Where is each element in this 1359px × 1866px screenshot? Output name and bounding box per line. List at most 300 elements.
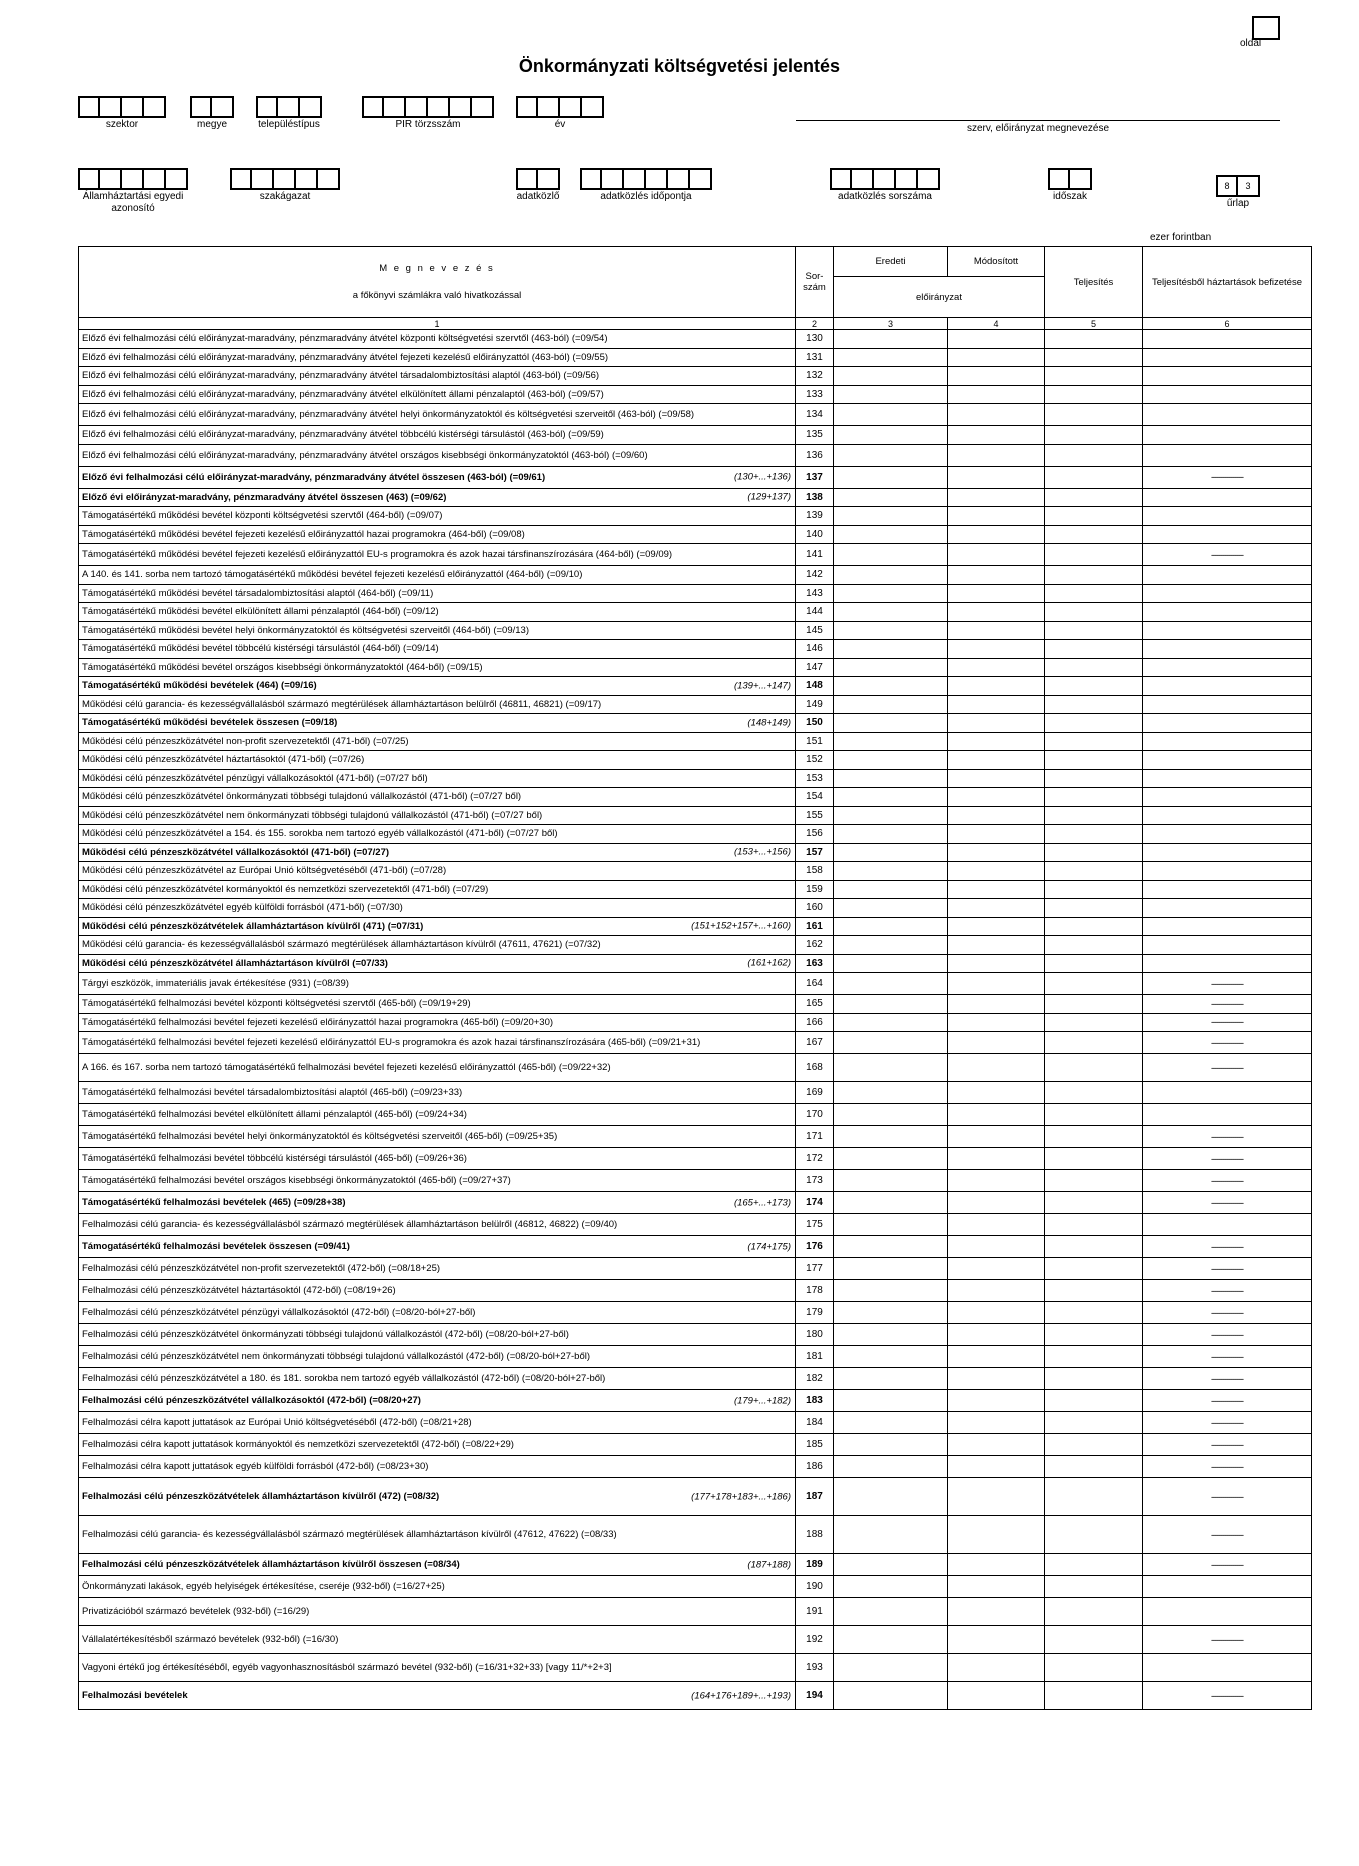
- table-row: [79, 544, 1312, 566]
- value-cell-teljesites[interactable]: [1045, 1126, 1143, 1148]
- value-cell-eredeti[interactable]: [834, 714, 948, 733]
- value-cell-teljesites[interactable]: [1045, 1258, 1143, 1280]
- value-cell-teljesites[interactable]: [1045, 1054, 1143, 1082]
- value-cell-teljesites[interactable]: [1045, 1280, 1143, 1302]
- value-cell-modositott[interactable]: [948, 1654, 1045, 1682]
- value-cell-modositott[interactable]: [948, 426, 1045, 445]
- value-cell-eredeti[interactable]: [834, 788, 948, 807]
- input-cell[interactable]: [100, 96, 122, 118]
- value-cell-eredeti[interactable]: [834, 1082, 948, 1104]
- value-cell-modositott[interactable]: [948, 714, 1045, 733]
- value-cell-teljesites[interactable]: [1045, 1236, 1143, 1258]
- value-cell-modositott[interactable]: [948, 1170, 1045, 1192]
- value-cell-haztartasok[interactable]: [1143, 1576, 1312, 1598]
- value-cell-haztartasok[interactable]: [1143, 806, 1312, 825]
- value-cell-teljesites[interactable]: [1045, 1148, 1143, 1170]
- input-cell[interactable]: [274, 168, 296, 190]
- row-number: 140: [796, 525, 834, 544]
- value-cell-teljesites[interactable]: [1045, 621, 1143, 640]
- input-cell[interactable]: [602, 168, 624, 190]
- row-text: Felhalmozási célú pénzeszközátvételek államháztartáson kívülről összesen (=08/34): [82, 1559, 460, 1570]
- value-cell-modositott[interactable]: [948, 1434, 1045, 1456]
- value-cell-modositott[interactable]: [948, 367, 1045, 386]
- value-cell-modositott[interactable]: [948, 544, 1045, 566]
- value-cell-eredeti[interactable]: [834, 1236, 948, 1258]
- value-cell-modositott[interactable]: [948, 769, 1045, 788]
- value-cell-teljesites[interactable]: [1045, 603, 1143, 622]
- value-cell-modositott[interactable]: [948, 1104, 1045, 1126]
- input-cell[interactable]: [450, 96, 472, 118]
- value-cell-eredeti[interactable]: [834, 1280, 948, 1302]
- row-text: Működési célú pénzeszközátvétel az Európai Unió költségvetéséből (471-ből) (=07/28): [82, 865, 447, 877]
- value-cell-teljesites[interactable]: [1045, 843, 1143, 862]
- value-cell-modositott[interactable]: [948, 995, 1045, 1014]
- value-cell-teljesites[interactable]: [1045, 1654, 1143, 1682]
- value-cell-haztartasok[interactable]: [1143, 880, 1312, 899]
- value-cell-modositott[interactable]: [948, 1082, 1045, 1104]
- value-cell-eredeti[interactable]: [834, 1214, 948, 1236]
- input-cell[interactable]: [78, 96, 100, 118]
- value-cell-modositott[interactable]: [948, 880, 1045, 899]
- input-cell[interactable]: [300, 96, 322, 118]
- value-cell-modositott[interactable]: [948, 1214, 1045, 1236]
- value-cell-teljesites[interactable]: [1045, 1032, 1143, 1054]
- value-cell-eredeti[interactable]: [834, 1626, 948, 1654]
- value-cell-eredeti[interactable]: [834, 621, 948, 640]
- row-text: Működési célú pénzeszközátvétel vállalkozásoktól (471-ből) (=07/27): [82, 846, 390, 858]
- value-cell-teljesites[interactable]: [1045, 806, 1143, 825]
- value-cell-teljesites[interactable]: [1045, 936, 1143, 955]
- value-cell-haztartasok[interactable]: [1143, 603, 1312, 622]
- value-cell-modositott[interactable]: [948, 1390, 1045, 1412]
- value-cell-modositott[interactable]: [948, 1412, 1045, 1434]
- value-cell-teljesites[interactable]: [1045, 1104, 1143, 1126]
- input-cell[interactable]: [668, 168, 690, 190]
- value-cell-haztartasok[interactable]: [1143, 788, 1312, 807]
- value-cell-haztartasok[interactable]: [1143, 843, 1312, 862]
- value-cell-haztartasok[interactable]: [1143, 954, 1312, 973]
- value-cell-teljesites[interactable]: [1045, 695, 1143, 714]
- value-cell-modositott[interactable]: [948, 1682, 1045, 1710]
- value-cell-eredeti[interactable]: [834, 1258, 948, 1280]
- value-cell-teljesites[interactable]: [1045, 1346, 1143, 1368]
- value-cell-haztartasok[interactable]: [1143, 525, 1312, 544]
- value-cell-modositott[interactable]: [948, 404, 1045, 426]
- input-cell[interactable]: [852, 168, 874, 190]
- value-cell-teljesites[interactable]: [1045, 1368, 1143, 1390]
- value-cell-modositott[interactable]: [948, 348, 1045, 367]
- value-cell-eredeti[interactable]: [834, 330, 948, 349]
- value-cell-eredeti[interactable]: [834, 603, 948, 622]
- value-cell-modositott[interactable]: [948, 507, 1045, 526]
- input-cell[interactable]: [560, 96, 582, 118]
- value-cell-modositott[interactable]: [948, 1346, 1045, 1368]
- row-number: 165: [796, 995, 834, 1014]
- value-cell-eredeti[interactable]: [834, 1434, 948, 1456]
- value-cell-haztartasok[interactable]: [1143, 1082, 1312, 1104]
- value-cell-teljesites[interactable]: [1045, 507, 1143, 526]
- row-text: Működési célú pénzeszközátvételek államháztartáson kívülről (471) (=07/31): [82, 920, 424, 932]
- value-cell-eredeti[interactable]: [834, 899, 948, 918]
- value-cell-teljesites[interactable]: [1045, 1302, 1143, 1324]
- value-cell-modositott[interactable]: [948, 1258, 1045, 1280]
- value-cell-modositott[interactable]: [948, 1013, 1045, 1032]
- value-cell-modositott[interactable]: [948, 1302, 1045, 1324]
- value-cell-haztartasok[interactable]: [1143, 1654, 1312, 1682]
- value-cell-eredeti[interactable]: [834, 1682, 948, 1710]
- value-cell-teljesites[interactable]: [1045, 769, 1143, 788]
- value-cell-eredeti[interactable]: [834, 677, 948, 696]
- value-cell-modositott[interactable]: [948, 1626, 1045, 1654]
- value-cell-modositott[interactable]: [948, 954, 1045, 973]
- input-cell[interactable]: [580, 168, 602, 190]
- value-cell-modositott[interactable]: [948, 525, 1045, 544]
- value-cell-teljesites[interactable]: [1045, 348, 1143, 367]
- input-cell[interactable]: [1048, 168, 1070, 190]
- input-cell[interactable]: [122, 168, 144, 190]
- value-cell-eredeti[interactable]: [834, 1054, 948, 1082]
- value-cell-teljesites[interactable]: [1045, 566, 1143, 585]
- value-cell-eredeti[interactable]: [834, 806, 948, 825]
- row-description: [79, 348, 796, 367]
- value-cell-haztartasok[interactable]: [1143, 714, 1312, 733]
- value-cell-teljesites[interactable]: [1045, 544, 1143, 566]
- input-cell[interactable]: [296, 168, 318, 190]
- value-cell-eredeti[interactable]: [834, 843, 948, 862]
- value-cell-eredeti[interactable]: [834, 862, 948, 881]
- value-cell-teljesites[interactable]: [1045, 862, 1143, 881]
- value-cell-eredeti[interactable]: [834, 1456, 948, 1478]
- input-cell[interactable]: [646, 168, 668, 190]
- sheet-cell[interactable]: 8: [1216, 175, 1238, 197]
- value-cell-eredeti[interactable]: [834, 695, 948, 714]
- value-cell-teljesites[interactable]: [1045, 1576, 1143, 1598]
- value-cell-haztartasok[interactable]: [1143, 367, 1312, 386]
- value-cell-teljesites[interactable]: [1045, 525, 1143, 544]
- value-cell-modositott[interactable]: [948, 603, 1045, 622]
- value-cell-modositott[interactable]: [948, 677, 1045, 696]
- value-cell-eredeti[interactable]: [834, 1478, 948, 1516]
- value-cell-haztartasok: ----------------: [1143, 466, 1312, 488]
- value-cell-eredeti[interactable]: [834, 544, 948, 566]
- value-cell-eredeti[interactable]: [834, 1126, 948, 1148]
- value-cell-modositott[interactable]: [948, 695, 1045, 714]
- row-text: Támogatásértékű működési bevétel helyi önkormányzatoktól és költségvetési szerveitől (464-ből) (=09/13): [82, 624, 529, 636]
- value-cell-modositott[interactable]: [948, 1148, 1045, 1170]
- row-text: Támogatásértékű működési bevétel fejezeti kezelésű előirányzattól hazai programokra (464-ből) (=09/08): [82, 528, 525, 540]
- value-cell-eredeti[interactable]: [834, 426, 948, 445]
- value-cell-modositott[interactable]: [948, 788, 1045, 807]
- input-cell[interactable]: [918, 168, 940, 190]
- value-cell-haztartasok[interactable]: [1143, 584, 1312, 603]
- value-cell-eredeti[interactable]: [834, 348, 948, 367]
- value-cell-modositott[interactable]: [948, 917, 1045, 936]
- value-cell-modositott[interactable]: [948, 732, 1045, 751]
- value-cell-teljesites[interactable]: [1045, 995, 1143, 1014]
- value-cell-modositott[interactable]: [948, 806, 1045, 825]
- value-cell-haztartasok[interactable]: [1143, 385, 1312, 404]
- value-cell-teljesites[interactable]: [1045, 640, 1143, 659]
- input-cell[interactable]: [190, 96, 212, 118]
- input-cell[interactable]: [166, 168, 188, 190]
- input-cell[interactable]: [830, 168, 852, 190]
- row-number: 171: [796, 1126, 834, 1148]
- input-cell[interactable]: [230, 168, 252, 190]
- value-cell-eredeti[interactable]: [834, 658, 948, 677]
- value-cell-haztartasok[interactable]: [1143, 404, 1312, 426]
- value-cell-eredeti[interactable]: [834, 973, 948, 995]
- value-cell-teljesites[interactable]: [1045, 917, 1143, 936]
- value-cell-teljesites[interactable]: [1045, 788, 1143, 807]
- value-cell-modositott[interactable]: [948, 621, 1045, 640]
- value-cell-modositott[interactable]: [948, 566, 1045, 585]
- value-cell-haztartasok[interactable]: [1143, 695, 1312, 714]
- value-cell-eredeti[interactable]: [834, 488, 948, 507]
- input-cell[interactable]: [690, 168, 712, 190]
- value-cell-teljesites[interactable]: [1045, 1082, 1143, 1104]
- input-cell[interactable]: [516, 96, 538, 118]
- value-cell-haztartasok[interactable]: [1143, 426, 1312, 445]
- value-cell-modositott[interactable]: [948, 825, 1045, 844]
- input-cell[interactable]: [472, 96, 494, 118]
- input-cell[interactable]: [212, 96, 234, 118]
- value-cell-eredeti[interactable]: [834, 1148, 948, 1170]
- page-number-box[interactable]: [1252, 16, 1280, 40]
- value-cell-haztartasok[interactable]: [1143, 658, 1312, 677]
- value-cell-teljesites[interactable]: [1045, 1170, 1143, 1192]
- value-cell-haztartasok[interactable]: [1143, 488, 1312, 507]
- value-cell-haztartasok[interactable]: [1143, 348, 1312, 367]
- value-cell-teljesites[interactable]: [1045, 444, 1143, 466]
- value-cell-modositott[interactable]: [948, 1236, 1045, 1258]
- value-cell-modositott[interactable]: [948, 973, 1045, 995]
- table-row: [79, 862, 1312, 881]
- input-cell[interactable]: [100, 168, 122, 190]
- value-cell-modositott[interactable]: [948, 466, 1045, 488]
- value-cell-eredeti[interactable]: [834, 385, 948, 404]
- value-cell-modositott[interactable]: [948, 751, 1045, 770]
- value-cell-eredeti[interactable]: [834, 751, 948, 770]
- value-cell-haztartasok[interactable]: [1143, 917, 1312, 936]
- value-cell-modositott[interactable]: [948, 1516, 1045, 1554]
- value-cell-haztartasok[interactable]: [1143, 677, 1312, 696]
- value-cell-teljesites[interactable]: [1045, 825, 1143, 844]
- value-cell-eredeti[interactable]: [834, 507, 948, 526]
- value-cell-teljesites[interactable]: [1045, 1626, 1143, 1654]
- value-cell-eredeti[interactable]: [834, 466, 948, 488]
- value-cell-teljesites[interactable]: [1045, 1598, 1143, 1626]
- input-cell[interactable]: [874, 168, 896, 190]
- value-cell-modositott[interactable]: [948, 862, 1045, 881]
- input-cell[interactable]: [362, 96, 384, 118]
- value-cell-teljesites[interactable]: [1045, 404, 1143, 426]
- value-cell-teljesites[interactable]: [1045, 751, 1143, 770]
- input-cell[interactable]: [406, 96, 428, 118]
- input-cell[interactable]: [516, 168, 538, 190]
- value-cell-teljesites[interactable]: [1045, 584, 1143, 603]
- value-cell-modositott[interactable]: [948, 658, 1045, 677]
- value-cell-eredeti[interactable]: [834, 1302, 948, 1324]
- value-cell-haztartasok[interactable]: [1143, 732, 1312, 751]
- value-cell-eredeti[interactable]: [834, 525, 948, 544]
- value-cell-modositott[interactable]: [948, 640, 1045, 659]
- value-cell-teljesites[interactable]: [1045, 658, 1143, 677]
- value-cell-eredeti[interactable]: [834, 1104, 948, 1126]
- value-cell-eredeti[interactable]: [834, 404, 948, 426]
- value-cell-eredeti[interactable]: [834, 917, 948, 936]
- value-cell-modositott[interactable]: [948, 1598, 1045, 1626]
- input-cell[interactable]: [896, 168, 918, 190]
- value-cell-modositott[interactable]: [948, 444, 1045, 466]
- value-cell-teljesites[interactable]: [1045, 1412, 1143, 1434]
- value-cell-modositott[interactable]: [948, 385, 1045, 404]
- value-cell-modositott[interactable]: [948, 843, 1045, 862]
- row2-boxes: [830, 168, 940, 190]
- value-cell-modositott[interactable]: [948, 1324, 1045, 1346]
- value-cell-haztartasok[interactable]: [1143, 444, 1312, 466]
- value-cell-haztartasok[interactable]: [1143, 621, 1312, 640]
- value-cell-teljesites[interactable]: [1045, 954, 1143, 973]
- input-cell[interactable]: [538, 96, 560, 118]
- value-cell-teljesites[interactable]: [1045, 973, 1143, 995]
- value-cell-eredeti[interactable]: [834, 1368, 948, 1390]
- input-cell[interactable]: [582, 96, 604, 118]
- input-cell[interactable]: [256, 96, 278, 118]
- value-cell-modositott[interactable]: [948, 1576, 1045, 1598]
- value-cell-eredeti[interactable]: [834, 825, 948, 844]
- value-cell-teljesites[interactable]: [1045, 1478, 1143, 1516]
- table-row: [79, 385, 1312, 404]
- value-cell-modositott[interactable]: [948, 1054, 1045, 1082]
- input-cell[interactable]: [318, 168, 340, 190]
- value-cell-eredeti[interactable]: [834, 1412, 948, 1434]
- value-cell-teljesites[interactable]: [1045, 466, 1143, 488]
- value-cell-eredeti[interactable]: [834, 1192, 948, 1214]
- row-text: Támogatásértékű működési bevétel központi költségvetési szervtől (464-ből) (=09/07): [82, 510, 443, 522]
- row-text: Privatizációból származó bevételek (932-ből) (=16/29): [82, 1606, 310, 1617]
- value-cell-eredeti[interactable]: [834, 1013, 948, 1032]
- value-cell-haztartasok[interactable]: [1143, 1598, 1312, 1626]
- value-cell-eredeti[interactable]: [834, 640, 948, 659]
- value-cell-eredeti[interactable]: [834, 995, 948, 1014]
- value-cell-teljesites[interactable]: [1045, 732, 1143, 751]
- value-cell-teljesites[interactable]: [1045, 385, 1143, 404]
- value-cell-modositott[interactable]: [948, 1456, 1045, 1478]
- value-cell-teljesites[interactable]: [1045, 714, 1143, 733]
- value-cell-eredeti[interactable]: [834, 1170, 948, 1192]
- value-cell-eredeti[interactable]: [834, 1346, 948, 1368]
- value-cell-haztartasok[interactable]: [1143, 751, 1312, 770]
- value-cell-eredeti[interactable]: [834, 954, 948, 973]
- value-cell-modositott[interactable]: [948, 330, 1045, 349]
- value-cell-eredeti[interactable]: [834, 584, 948, 603]
- value-cell-modositott[interactable]: [948, 1280, 1045, 1302]
- value-cell-eredeti[interactable]: [834, 1576, 948, 1598]
- input-cell[interactable]: [78, 168, 100, 190]
- value-cell-teljesites[interactable]: [1045, 1456, 1143, 1478]
- value-cell-haztartasok[interactable]: [1143, 640, 1312, 659]
- value-cell-modositott[interactable]: [948, 584, 1045, 603]
- value-cell-eredeti[interactable]: [834, 1554, 948, 1576]
- value-cell-teljesites[interactable]: [1045, 367, 1143, 386]
- value-cell-eredeti[interactable]: [834, 1324, 948, 1346]
- value-cell-teljesites[interactable]: [1045, 880, 1143, 899]
- value-cell-teljesites[interactable]: [1045, 1192, 1143, 1214]
- value-cell-haztartasok[interactable]: [1143, 566, 1312, 585]
- sheet-cell[interactable]: 3: [1238, 175, 1260, 197]
- input-cell[interactable]: [122, 96, 144, 118]
- value-cell-teljesites[interactable]: [1045, 1013, 1143, 1032]
- value-cell-haztartasok[interactable]: [1143, 1214, 1312, 1236]
- input-cell[interactable]: [144, 168, 166, 190]
- value-cell-haztartasok[interactable]: [1143, 936, 1312, 955]
- value-cell-teljesites[interactable]: [1045, 1214, 1143, 1236]
- value-cell-eredeti[interactable]: [834, 444, 948, 466]
- value-cell-teljesites[interactable]: [1045, 1324, 1143, 1346]
- value-cell-haztartasok[interactable]: [1143, 862, 1312, 881]
- value-cell-eredeti[interactable]: [834, 1654, 948, 1682]
- input-cell[interactable]: [1070, 168, 1092, 190]
- value-cell-teljesites[interactable]: [1045, 899, 1143, 918]
- value-cell-haztartasok[interactable]: [1143, 330, 1312, 349]
- value-cell-haztartasok: ----------------: [1143, 1258, 1312, 1280]
- value-cell-haztartasok[interactable]: [1143, 825, 1312, 844]
- value-cell-teljesites[interactable]: [1045, 330, 1143, 349]
- value-cell-haztartasok[interactable]: [1143, 769, 1312, 788]
- value-cell-eredeti[interactable]: [834, 1598, 948, 1626]
- value-cell-modositott[interactable]: [948, 488, 1045, 507]
- value-cell-eredeti[interactable]: [834, 566, 948, 585]
- value-cell-teljesites[interactable]: [1045, 426, 1143, 445]
- value-cell-teljesites[interactable]: [1045, 1682, 1143, 1710]
- value-cell-modositott[interactable]: [948, 899, 1045, 918]
- table-row: [79, 444, 1312, 466]
- input-cell[interactable]: [278, 96, 300, 118]
- input-cell[interactable]: [624, 168, 646, 190]
- input-cell[interactable]: [384, 96, 406, 118]
- value-cell-modositott[interactable]: [948, 1478, 1045, 1516]
- value-cell-eredeti[interactable]: [834, 1032, 948, 1054]
- value-cell-teljesites[interactable]: [1045, 1434, 1143, 1456]
- value-cell-eredeti[interactable]: [834, 1516, 948, 1554]
- value-cell-eredeti[interactable]: [834, 936, 948, 955]
- value-cell-teljesites[interactable]: [1045, 677, 1143, 696]
- value-cell-eredeti[interactable]: [834, 880, 948, 899]
- value-cell-modositott[interactable]: [948, 1192, 1045, 1214]
- value-cell-teljesites[interactable]: [1045, 1390, 1143, 1412]
- value-cell-teljesites[interactable]: [1045, 1554, 1143, 1576]
- value-cell-eredeti[interactable]: [834, 732, 948, 751]
- value-cell-eredeti[interactable]: [834, 769, 948, 788]
- value-cell-modositott[interactable]: [948, 936, 1045, 955]
- value-cell-modositott[interactable]: [948, 1554, 1045, 1576]
- value-cell-teljesites[interactable]: [1045, 1516, 1143, 1554]
- input-cell[interactable]: [252, 168, 274, 190]
- value-cell-eredeti[interactable]: [834, 1390, 948, 1412]
- value-cell-eredeti[interactable]: [834, 367, 948, 386]
- value-cell-haztartasok[interactable]: [1143, 899, 1312, 918]
- value-cell-haztartasok[interactable]: [1143, 1104, 1312, 1126]
- input-cell[interactable]: [428, 96, 450, 118]
- value-cell-modositott[interactable]: [948, 1368, 1045, 1390]
- value-cell-modositott[interactable]: [948, 1126, 1045, 1148]
- value-cell-teljesites[interactable]: [1045, 488, 1143, 507]
- input-cell[interactable]: [538, 168, 560, 190]
- value-cell-haztartasok[interactable]: [1143, 507, 1312, 526]
- row-description: [79, 1554, 796, 1576]
- value-cell-modositott[interactable]: [948, 1032, 1045, 1054]
- input-cell[interactable]: [144, 96, 166, 118]
